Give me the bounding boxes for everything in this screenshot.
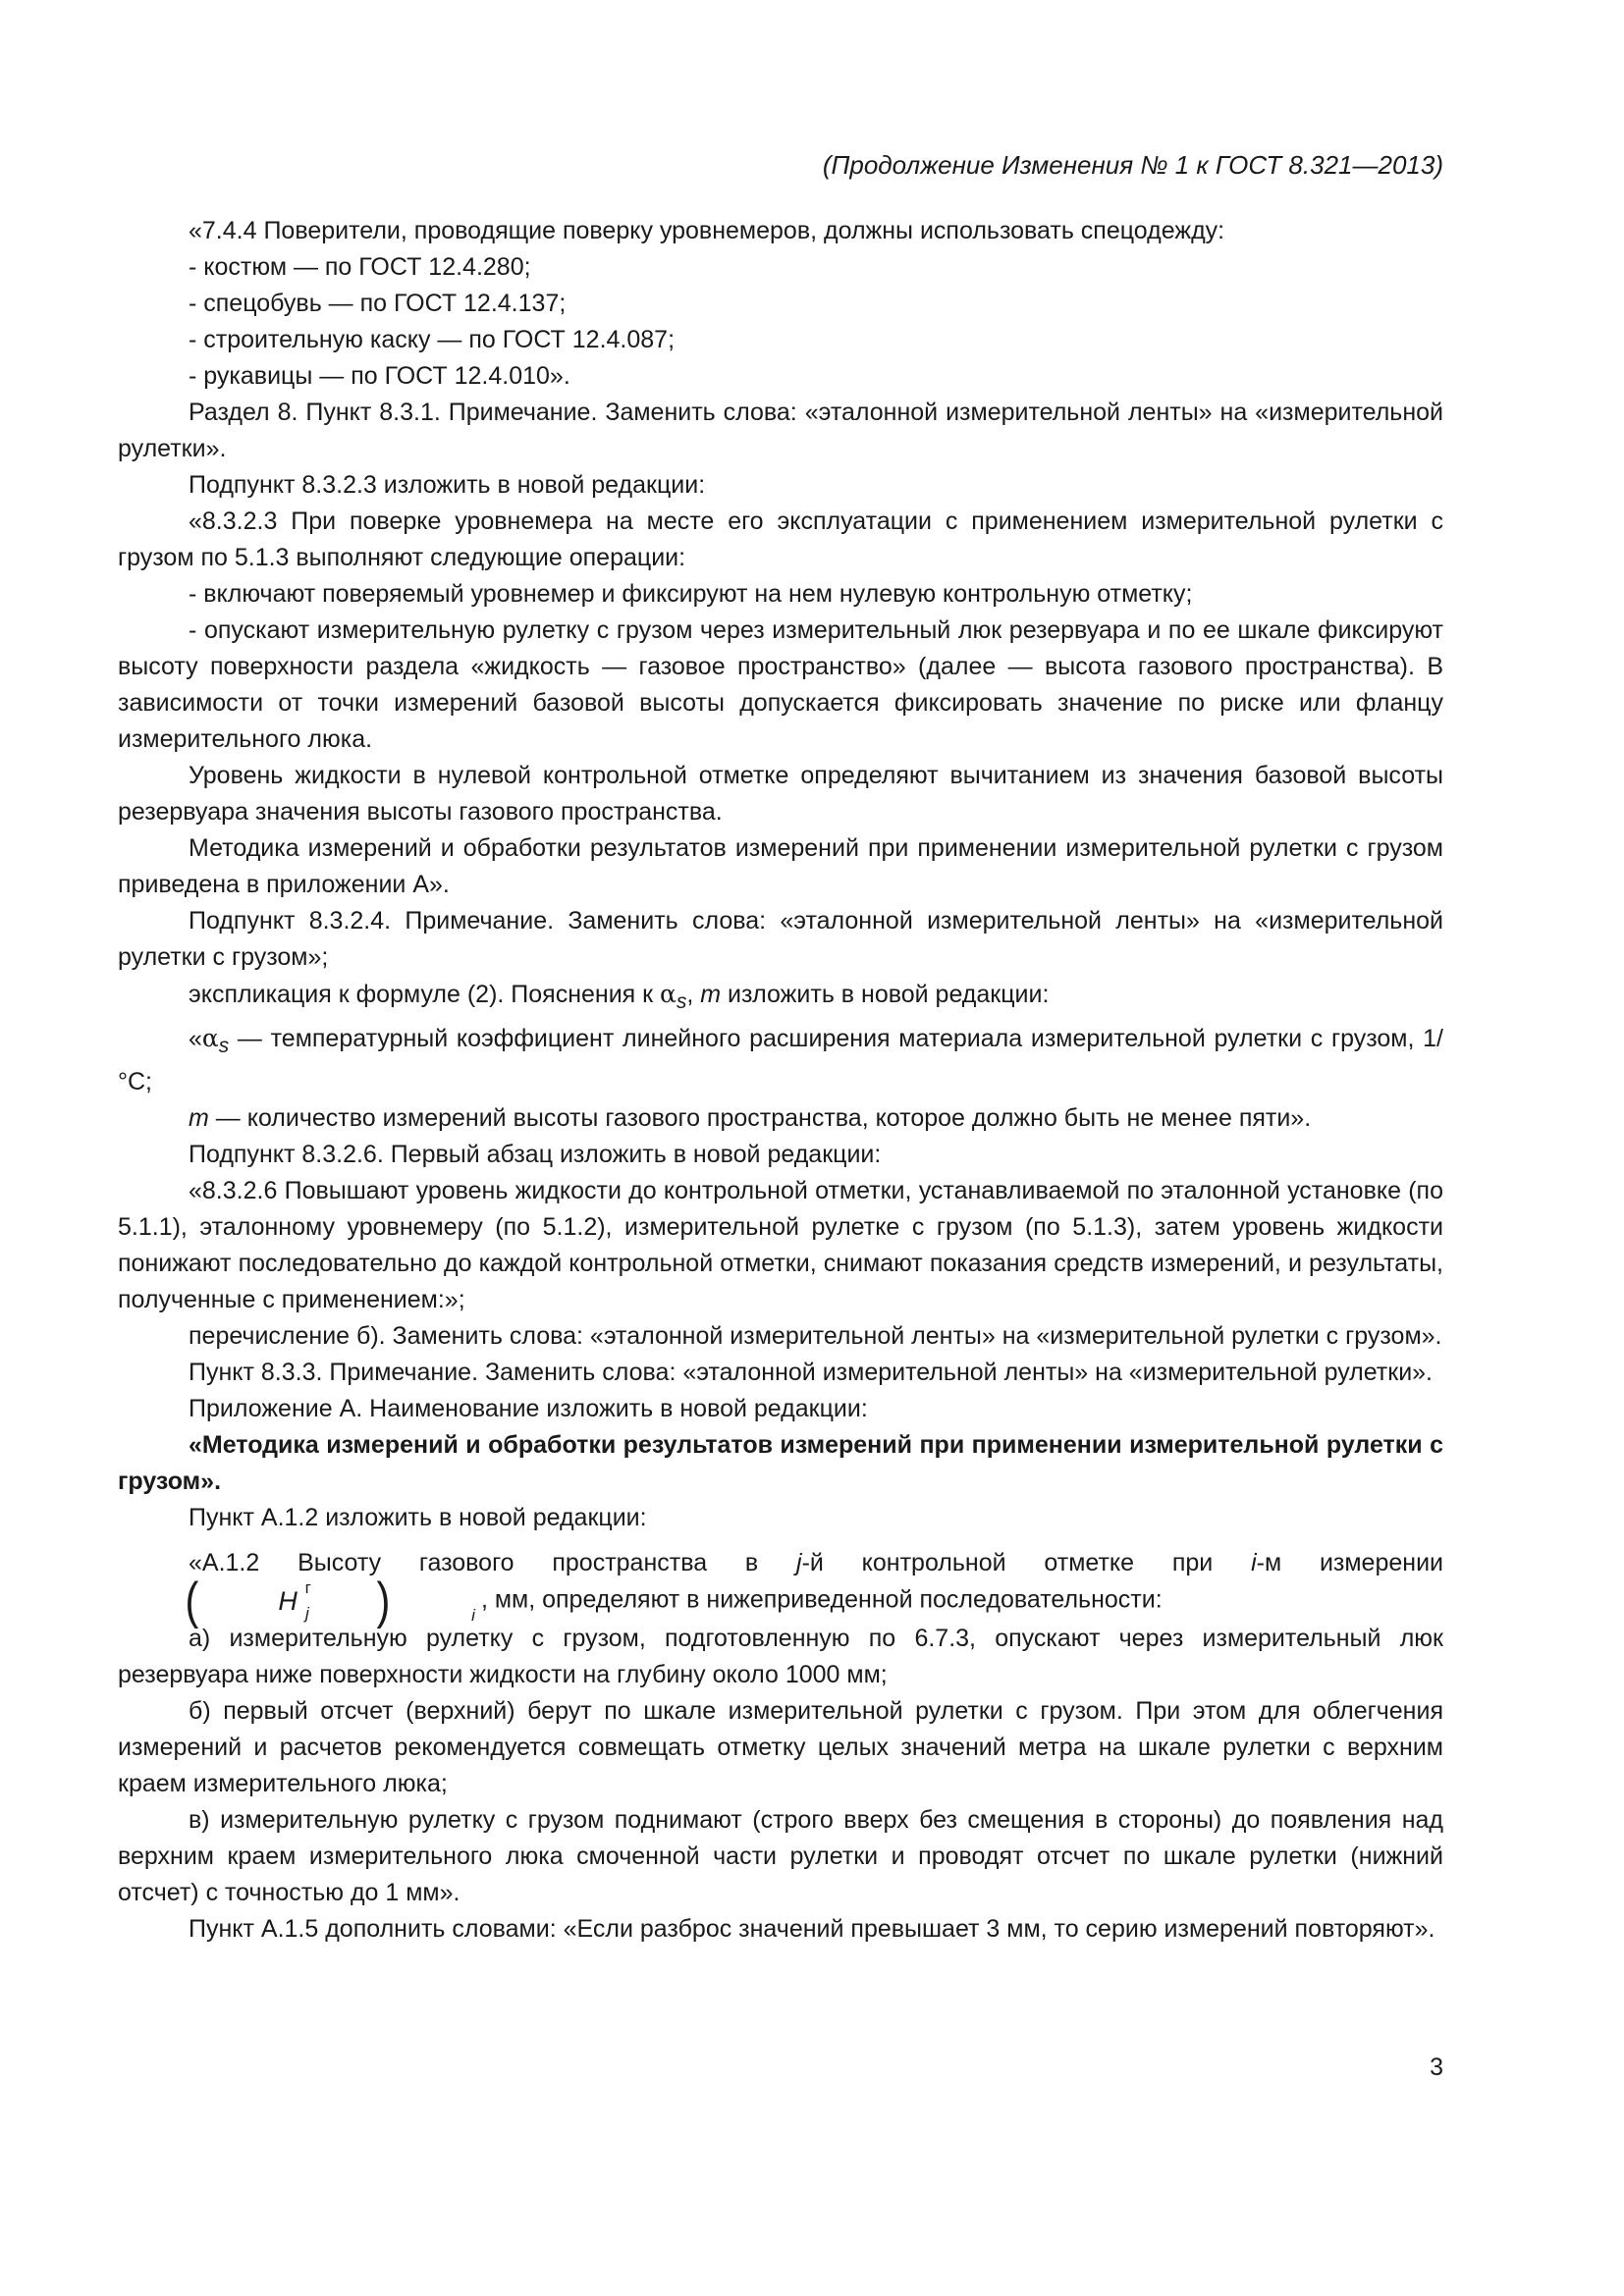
formula-h: [207, 1577, 311, 1623]
paragraph-m-definition: [118, 1100, 1443, 1137]
list-item-b: б) первый отсчет (верхний) берут по шкале измерительной рулетки с грузом. При этом для облегчения измерений и расчетов рекомендуется совмещать отметку целых значений метра на шкале рулетки с верхним краем измерительного люка;: [118, 1697, 1443, 1797]
paragraph-explication: [118, 976, 1443, 1020]
alpha-def-text: — температурный коэффициент линейного расширения материала измерительной рулетки с грузом, 1/°С;: [118, 1025, 1443, 1095]
formula-h-superscript: г: [304, 1577, 311, 1597]
explication-text-after: изложить в новой редакции:: [721, 981, 1050, 1008]
list-item-v: в) измерительную рулетку с грузом поднимают (строго вверх без смещения в стороны) до появления над верхним краем измерительного люка смоченной части рулетки и проводят отсчет по шкале рулетки (нижний отсчет) с точностью до 1 мм».: [118, 1806, 1443, 1906]
a12-text-3: -м измерении: [1256, 1549, 1444, 1576]
running-header: (Продолжение Изменения № 1 к ГОСТ 8.321—2013): [822, 150, 1443, 180]
list-item-gloves: - рукавицы — по ГОСТ 12.4.010».: [189, 362, 570, 390]
paragraph-8-3-2-6-intro: Подпункт 8.3.2.6. Первый абзац изложить в новой редакции:: [189, 1141, 882, 1168]
m-symbol: m: [700, 981, 722, 1008]
alpha-def-symbol: α: [201, 1024, 219, 1052]
a12-j: j: [796, 1549, 802, 1576]
paragraph-8-3-2-3: «8.3.2.3 При поверке уровнемера на месте его эксплуатации с применением измерительной рулетки с грузом по 5.1.3 выполняют следующие операции:: [118, 507, 1443, 571]
paragraph-methodology: Методика измерений и обработки результатов измерений при применении измерительной рулетки с грузом приведена в приложении А».: [118, 834, 1443, 898]
paragraph-7-4-4: «7.4.4 Поверители, проводящие поверку уровнемеров, должны использовать спецодежду:: [189, 217, 1225, 244]
paragraph-8-3-2-6: «8.3.2.6 Повышают уровень жидкости до контрольной отметки, устанавливаемой по эталонной установке (по 5.1.1), эталонному уровнемеру (по 5.1.2), измерительной рулетке с грузом (по 5.1.3), затем уровень жидкости понижают последовательно до каждой контрольной отметки, снимают показания средств измерений, и результаты, полученные с применением:»;: [118, 1177, 1443, 1313]
paragraph-8-3-2-3-intro: Подпункт 8.3.2.3 изложить в новой редакции:: [189, 471, 706, 499]
formula-left-paren: (: [185, 1573, 199, 1629]
paragraph-level-zero: Уровень жидкости в нулевой контрольной отметке определяют вычитанием из значения базовой высоты резервуара значения высоты газового пространства.: [118, 762, 1443, 826]
paragraph-a-1-5: Пункт А.1.5 дополнить словами: «Если разброс значений превышает 3 мм, то серию измерений повторяют».: [189, 1915, 1435, 1943]
formula-h-subscript: j: [305, 1603, 309, 1623]
formula-outer-subscript: i: [471, 1605, 475, 1625]
paragraph-enumeration-b: перечисление б). Заменить слова: «эталонной измерительной ленты» на «измерительной рулетки с грузом».: [189, 1322, 1442, 1350]
a12-text-2: -й контрольной отметке при: [801, 1549, 1252, 1576]
formula-h-letter: H: [278, 1585, 298, 1616]
alpha-symbol: α: [660, 980, 677, 1008]
m-def-text: — количество измерений высоты газового пространства, которое должно быть не менее пяти».: [208, 1104, 1312, 1132]
alpha-def-open-quote: «: [189, 1025, 202, 1052]
paragraph-a-1-2-intro: Пункт А.1.2 изложить в новой редакции:: [189, 1504, 647, 1531]
appendix-a-title: «Методика измерений и обработки результатов измерений при применении измерительной рулетки с грузом».: [118, 1431, 1443, 1495]
paragraph-section-8: Раздел 8. Пункт 8.3.1. Примечание. Заменить слова: «эталонной измерительной ленты» на «измерительной рулетки».: [118, 399, 1443, 462]
paragraph-a-1-2: [118, 1545, 1444, 1629]
page-number: 3: [1430, 2054, 1443, 2081]
a12-text-1: «А.1.2 Высоту газового пространства в: [189, 1549, 797, 1576]
list-item-suit: - костюм — по ГОСТ 12.4.280;: [189, 253, 531, 281]
explication-comma: ,: [686, 981, 701, 1008]
alpha-def-subscript: s: [218, 1035, 230, 1057]
m-def-symbol: m: [189, 1104, 209, 1132]
alpha-subscript: s: [676, 990, 687, 1013]
a12-i: i: [1251, 1549, 1257, 1576]
paragraph-alpha-definition: [118, 1020, 1443, 1100]
list-item-a: а) измерительную рулетку с грузом, подготовленную по 6.7.3, опускают через измерительный люк резервуара ниже поверхности жидкости на глубину около 1000 мм;: [118, 1625, 1443, 1688]
list-item-turn-on: - включают поверяемый уровнемер и фиксируют на нем нулевую контрольную отметку;: [189, 580, 1193, 608]
paragraph-8-3-2-4: Подпункт 8.3.2.4. Примечание. Заменить слова: «эталонной измерительной ленты» на «измерительной рулетки с грузом»;: [118, 907, 1443, 971]
list-item-shoes: - спецобувь — по ГОСТ 12.4.137;: [189, 290, 567, 317]
list-item-helmet: - строительную каску — по ГОСТ 12.4.087;: [189, 326, 676, 353]
explication-text-before: экспликация к формуле (2). Пояснения к: [189, 981, 661, 1008]
paragraph-appendix-a: Приложение А. Наименование изложить в новой редакции:: [189, 1395, 868, 1422]
paragraph-8-3-3: Пункт 8.3.3. Примечание. Заменить слова: «эталонной измерительной ленты» на «измерительной рулетки».: [189, 1359, 1434, 1386]
a12-text-4: , мм, определяют в нижеприведенной последовательности:: [480, 1585, 1163, 1614]
formula-right-paren: ): [376, 1573, 391, 1629]
list-item-lower-tape: - опускают измерительную рулетку с грузом через измерительный люк резервуара и по ее шкале фиксируют высоту поверхности раздела «жидкость — газовое пространство» (далее — высота газового пространства). В зависимости от точки измерений базовой высоты допускается фиксировать значение по риске или фланцу измерительного люка.: [118, 616, 1443, 753]
formula-hj-i: [120, 1573, 475, 1629]
